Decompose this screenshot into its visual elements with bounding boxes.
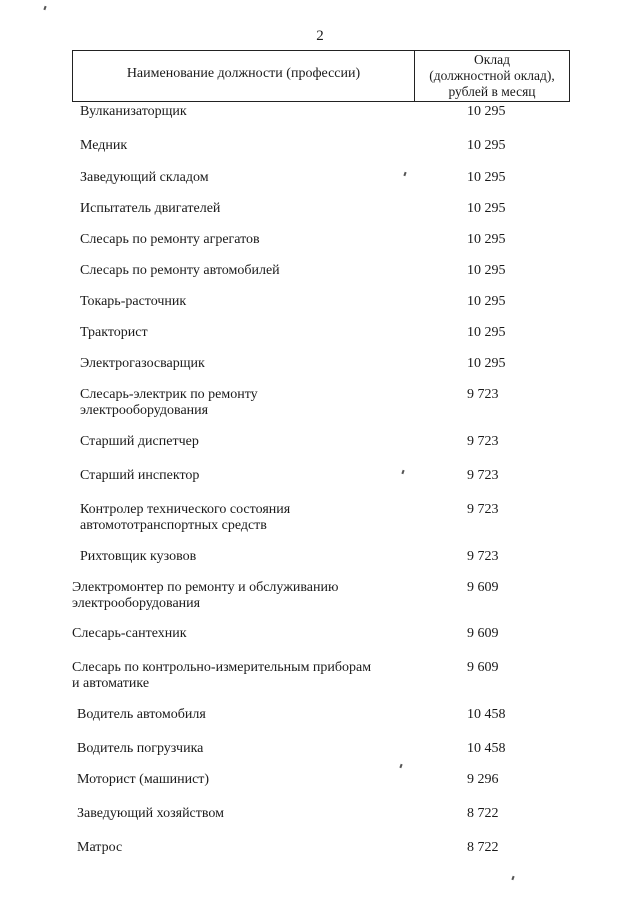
scan-speck <box>399 764 402 768</box>
position-name: Тракторист <box>80 325 148 340</box>
position-name: Медник <box>80 138 128 153</box>
position-name: Слесарь по ремонту автомобилей <box>80 263 280 278</box>
salary-value: 9 609 <box>467 626 499 641</box>
position-name: Слесарь по ремонту агрегатов <box>80 232 260 247</box>
page-number: 2 <box>316 28 324 44</box>
header-salary-line: Оклад <box>474 52 510 67</box>
salary-value: 10 458 <box>467 707 506 722</box>
salary-value: 8 722 <box>467 840 499 855</box>
header-salary <box>415 52 569 100</box>
header-position-name: Наименование должности (профессии) <box>126 66 361 81</box>
salary-value: 10 295 <box>467 104 506 119</box>
position-name: Водитель погрузчика <box>77 741 204 756</box>
scan-speck <box>511 876 514 880</box>
position-name: Слесарь-электрик по ремонту электрооборудования <box>80 387 258 418</box>
position-name: Матрос <box>77 840 123 855</box>
position-name: Заведующий хозяйством <box>77 806 224 821</box>
salary-value: 10 295 <box>467 201 506 216</box>
scan-speck <box>403 172 406 176</box>
position-name: Испытатель двигателей <box>80 201 221 216</box>
salary-value: 8 722 <box>467 806 499 821</box>
position-name: Водитель автомобиля <box>77 707 206 722</box>
salary-value: 10 458 <box>467 741 506 756</box>
salary-value: 10 295 <box>467 263 506 278</box>
position-name: Токарь-расточник <box>80 294 187 309</box>
position-name: Слесарь по контрольно-измерительным приборам и автоматике <box>72 660 372 691</box>
salary-value: 10 295 <box>467 294 506 309</box>
salary-value: 9 296 <box>467 772 499 787</box>
position-name: Электромонтер по ремонту и обслуживанию электрооборудования <box>72 580 339 611</box>
position-name: Вулканизаторщик <box>80 104 187 119</box>
scan-speck <box>401 470 404 474</box>
header-salary-line: рублей в месяц <box>448 84 536 99</box>
salary-value: 9 723 <box>467 502 499 517</box>
position-name: Моторист (машинист) <box>77 772 210 787</box>
position-name: Заведующий складом <box>80 170 209 185</box>
position-name: Электрогазосварщик <box>80 356 205 371</box>
position-name: Слесарь-сантехник <box>72 626 187 641</box>
header-salary-line: (должностной оклад), <box>429 68 555 83</box>
salary-value: 10 295 <box>467 356 506 371</box>
position-name: Старший диспетчер <box>80 434 199 449</box>
position-name: Рихтовщик кузовов <box>80 549 197 564</box>
position-name: Контролер технического состояния автомототранспортных средств <box>80 502 291 533</box>
salary-value: 9 609 <box>467 580 499 595</box>
salary-value: 10 295 <box>467 325 506 340</box>
salary-value: 9 723 <box>467 434 499 449</box>
salary-value: 10 295 <box>467 138 506 153</box>
position-name: Старший инспектор <box>80 468 200 483</box>
salary-value: 10 295 <box>467 170 506 185</box>
salary-value: 9 723 <box>467 387 499 402</box>
table-header <box>72 50 570 102</box>
scan-speck <box>43 6 46 10</box>
salary-value: 10 295 <box>467 232 506 247</box>
salary-value: 9 609 <box>467 660 499 675</box>
salary-value: 9 723 <box>467 468 499 483</box>
salary-value: 9 723 <box>467 549 499 564</box>
